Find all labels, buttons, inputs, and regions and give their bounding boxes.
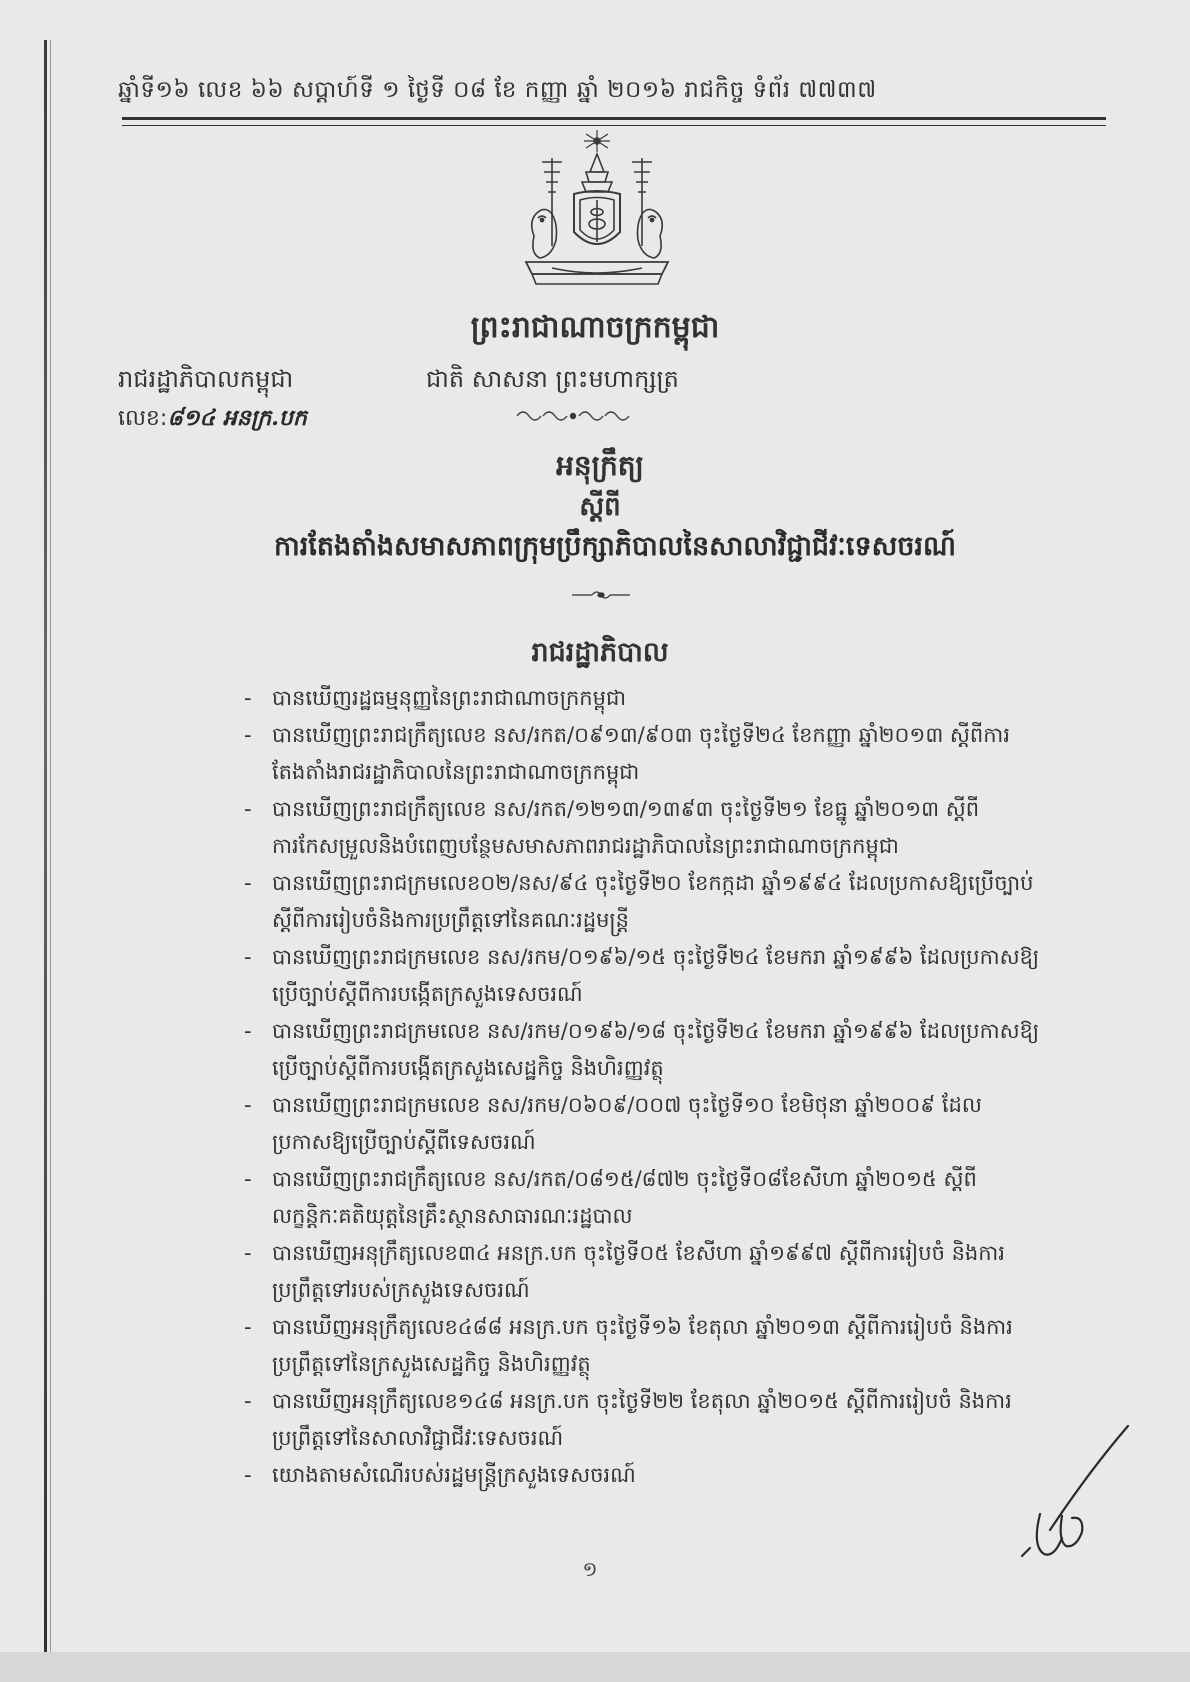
preamble-clauses [244, 680, 1050, 1494]
decree-subject: ការតែងតាំងសមាសភាពក្រុមប្រឹក្សាភិបាលនៃសាលាវិជ្ជាជីវៈទេសចរណ៍ [274, 531, 956, 562]
national-motto: ជាតិ សាសនា ព្រះមហាក្សត្រ [426, 365, 679, 393]
clause-item: - បានឃើញព្រះរាជក្រឹត្យលេខ នស/រកត/០៨១៥/៨៧២ ចុះថ្ងៃទី០៨ខែសីហា ឆ្នាំ២០១៥ ស្តីពីលក្ខន្តិកៈគតិយុត្តនៃគ្រឹះស្ថានសាធារណៈរដ្ឋបាល [244, 1161, 1050, 1235]
page-number: ១ [582, 1557, 598, 1581]
handwritten-signature-icon [1010, 1420, 1140, 1560]
decree-about-label: ស្តីពី [579, 492, 621, 522]
header-rule [122, 117, 1106, 126]
gazette-header: ឆ្នាំទី១៦ លេខ ៦៦ សប្តាហ៍ទី ១ ថ្ងៃទី ០៨ ខែ កញ្ញា ឆ្នាំ ២០១៦ រាជកិច្ច ទំព័រ ៧៧៣៧ [118, 77, 877, 103]
clause-item: - បានឃើញព្រះរាជក្រមលេខ០២/នស/៩៤ ចុះថ្ងៃទី២០ ខែកក្កដា ឆ្នាំ១៩៩៤ ដែលប្រកាសឱ្យប្រើច្បាប់ស្តីពីការរៀបចំនិងការប្រព្រឹត្តទៅនៃគណៈរដ្ឋមន្ត្រី [244, 865, 1050, 939]
clause-item: - បានឃើញព្រះរាជក្រមលេខ នស/រកម/០៦០៩/០០៧ ចុះថ្ងៃទី១០ ខែមិថុនា ឆ្នាំ២០០៩ ដែលប្រកាសឱ្យប្រើច្បាប់ស្តីពីទេសចរណ៍ [244, 1087, 1050, 1161]
clause-item: - បានឃើញអនុក្រឹត្យលេខ៤៨៨ អនក្រ.បក ចុះថ្ងៃទី១៦ ខែតុលា ឆ្នាំ២០១៣ ស្តីពីការរៀបចំ និងការប្រព្រឹត្តទៅនៃក្រសួងសេដ្ឋកិច្ច និងហិរញ្ញវត្ថុ [244, 1309, 1050, 1383]
binding-edge-shadow [50, 40, 51, 1680]
reference-number: ៨១៤ អនក្រ.បក [167, 405, 307, 431]
decorative-ornament-icon [513, 404, 633, 426]
divider-ornament-icon [572, 588, 630, 602]
royal-coat-of-arms-icon [512, 128, 682, 298]
clause-item: - យោងតាមសំណើរបស់រដ្ឋមន្ត្រីក្រសួងទេសចរណ៍ [244, 1457, 1050, 1494]
clause-item: - បានឃើញព្រះរាជក្រឹត្យលេខ នស/រកត/០៩១៣/៩០៣ ចុះថ្ងៃទី២៤ ខែកញ្ញា ឆ្នាំ២០១៣ ស្តីពីការតែងតាំងរាជរដ្ឋាភិបាលនៃព្រះរាជាណាចក្រកម្ពុជា [244, 717, 1050, 791]
clause-item: - បានឃើញព្រះរាជក្រឹត្យលេខ នស/រកត/១២១៣/១៣៩៣ ចុះថ្ងៃទី២១ ខែធ្នូ ឆ្នាំ២០១៣ ស្តីពីការកែសម្រួលនិងបំពេញបន្ថែមសមាសភាពរាជរដ្ឋាភិបាលនៃព្រះរាជាណាចក្រកម្ពុជា [244, 791, 1050, 865]
clause-item: - បានឃើញរដ្ឋធម្មនុញ្ញនៃព្រះរាជាណាចក្រកម្ពុជា [244, 680, 1050, 717]
section-title: រាជរដ្ឋាភិបាល [531, 637, 669, 668]
kingdom-title: ព្រះរាជាណាចក្រកម្ពុជា [470, 310, 720, 345]
reference-prefix: លេខ: [118, 406, 168, 431]
reference-line [118, 404, 307, 436]
government-name: រាជរដ្ឋាភិបាលកម្ពុជា [118, 365, 294, 393]
clause-item: - បានឃើញអនុក្រឹត្យលេខ៣៤ អនក្រ.បក ចុះថ្ងៃទី០៥ ខែសីហា ឆ្នាំ១៩៩៧ ស្តីពីការរៀបចំ និងការប្រព្រឹត្តទៅរបស់ក្រសួងទេសចរណ៍ [244, 1235, 1050, 1309]
clause-item: - បានឃើញព្រះរាជក្រមលេខ នស/រកម/០១៩៦/១៨ ចុះថ្ងៃទី២៤ ខែមករា ឆ្នាំ១៩៩៦ ដែលប្រកាសឱ្យប្រើច្បាប់ស្តីពីការបង្កើតក្រសួងសេដ្ឋកិច្ច និងហិរញ្ញវត្ថុ [244, 1013, 1050, 1087]
scan-bottom-edge [0, 1652, 1190, 1682]
clause-item: - បានឃើញព្រះរាជក្រមលេខ នស/រកម/០១៩៦/១៥ ចុះថ្ងៃទី២៤ ខែមករា ឆ្នាំ១៩៩៦ ដែលប្រកាសឱ្យប្រើច្បាប់ស្តីពីការបង្កើតក្រសួងទេសចរណ៍ [244, 939, 1050, 1013]
decree-title: អនុក្រឹត្យ [556, 449, 644, 482]
binding-edge [44, 40, 47, 1680]
clause-item: - បានឃើញអនុក្រឹត្យលេខ១៤៨ អនក្រ.បក ចុះថ្ងៃទី២២ ខែតុលា ឆ្នាំ២០១៥ ស្តីពីការរៀបចំ និងការប្រព្រឹត្តទៅនៃសាលាវិជ្ជាជីវៈទេសចរណ៍ [244, 1383, 1050, 1457]
